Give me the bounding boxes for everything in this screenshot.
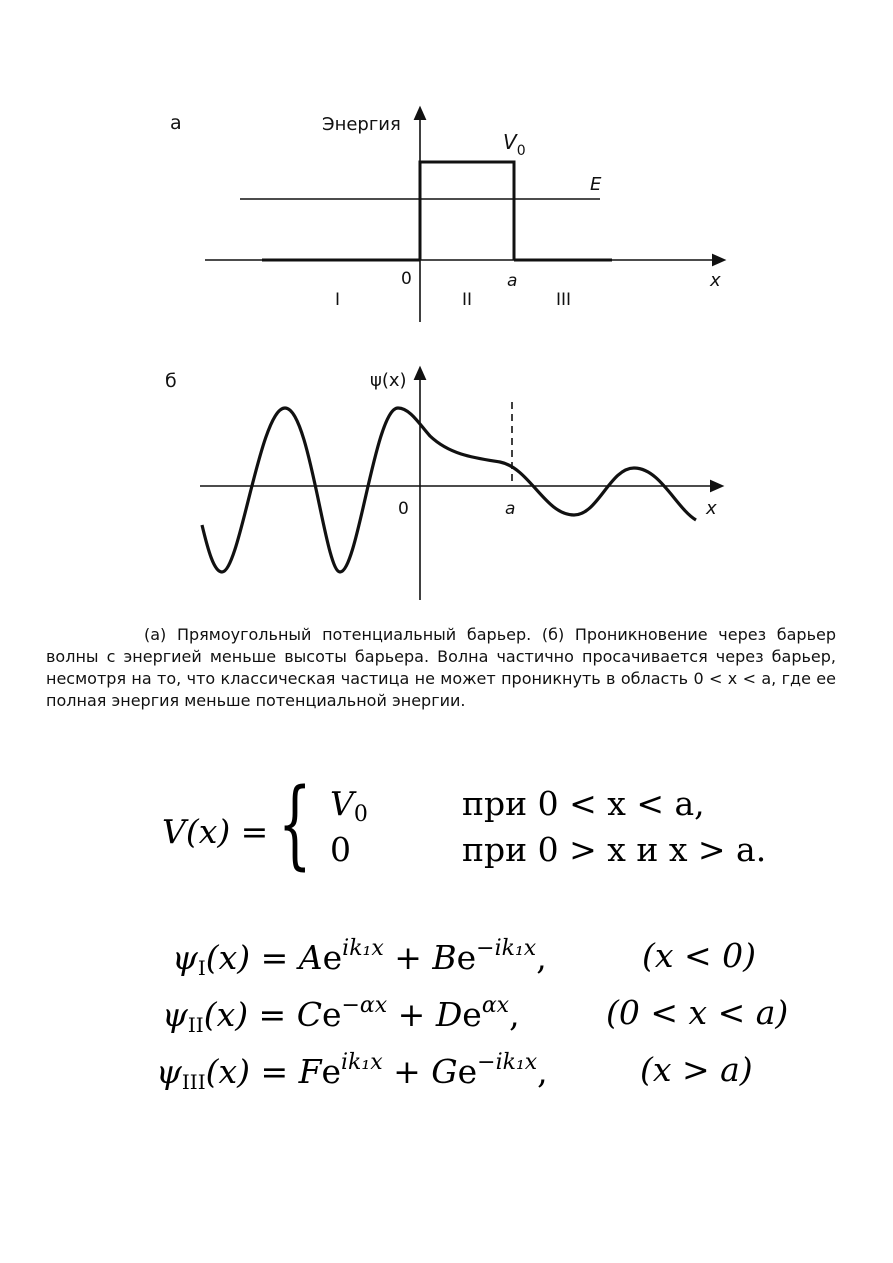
figure-a-x-label: x <box>710 270 721 291</box>
wavefunction-region-2: $\psi_{II}(x) = Ce^{-\alpha x} + De^{\alpha x}$, <box>162 993 520 1037</box>
energy-axis-label: Энергия <box>322 114 401 135</box>
potential-barrier <box>420 162 514 260</box>
condition-region-2: (0 < x < a) <box>606 993 789 1032</box>
wavefunction-curve <box>202 408 696 572</box>
region-label-2: II <box>462 290 473 310</box>
figure-b-x-label: x <box>706 498 717 519</box>
psi-axis-label: ψ(x) <box>370 370 407 391</box>
figure-b-wavefunction <box>0 360 893 610</box>
figure-b-origin-label: 0 <box>398 499 409 519</box>
panel-label-a: а <box>170 112 182 134</box>
case-2-condition: при 0 > x и x > a. <box>462 830 767 869</box>
figure-b-a-label: a <box>505 499 516 519</box>
region-label-1: I <box>335 290 341 310</box>
wavefunction-region-1: $\psi_I(x) = Ae^{ik_1x} + Be^{-ik_1x}$, <box>172 936 547 980</box>
potential-lhs: V(x) = <box>162 812 269 851</box>
region-label-3: III <box>556 290 572 310</box>
figure-caption <box>46 624 836 712</box>
wavefunction-region-3: $\psi_{III}(x) = Fe^{ik_1x} + Ge^{-ik_1x}$, <box>156 1050 548 1094</box>
case-1-value: V0 <box>330 784 368 827</box>
barrier-height-label: $V_0$ <box>503 130 526 159</box>
caption-text: (а) Прямоугольный потенциальный барьер. (б) Проникновение через барьер волны с энергией меньше высоты барьера. Волна частично просачивается через барьер, несмотря на то, что классическая частица не может проникнуть в область 0 < x < a, где ее полная энергия меньше потенциальной энергии. <box>46 625 836 710</box>
condition-region-3: (x > a) <box>640 1050 753 1089</box>
energy-level-label: E <box>590 174 602 195</box>
condition-region-1: (x < 0) <box>642 936 756 975</box>
case-2-value: 0 <box>330 830 351 869</box>
case-1-condition: при 0 < x < a, <box>462 784 705 823</box>
figure-a-a-label: a <box>507 271 518 291</box>
figure-a-origin-label: 0 <box>401 269 412 289</box>
panel-label-b: б <box>165 370 177 392</box>
cases-brace: { <box>278 768 312 880</box>
